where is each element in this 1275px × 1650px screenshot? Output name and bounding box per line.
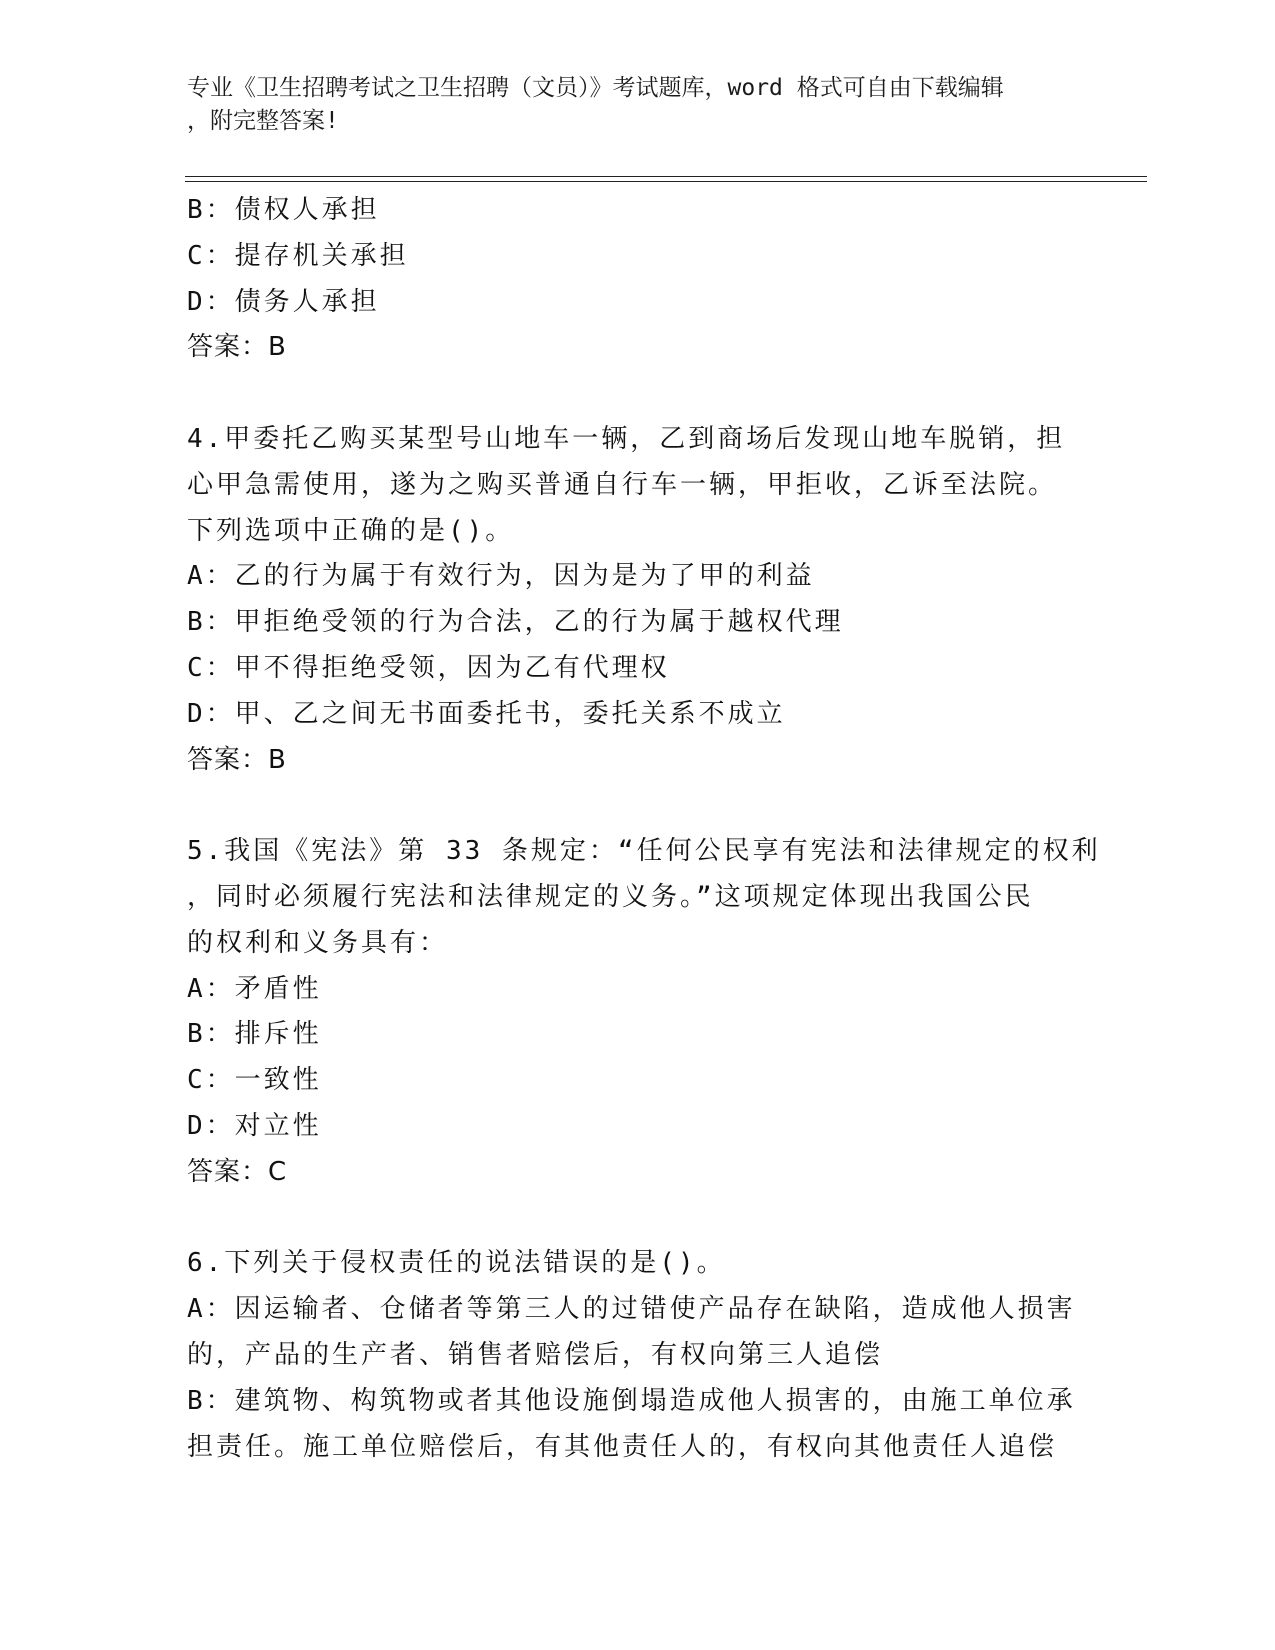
option-a: A：矛盾性 (187, 973, 322, 1004)
question-stem-line: ，同时必须履行宪法和法律规定的义务。”这项规定体现出我国公民 (187, 881, 1034, 912)
question-stem-line: 5.我国《宪法》第 33 条规定：“任何公民享有宪法和法律规定的权利 (187, 836, 1101, 867)
header-divider-top (185, 176, 1147, 177)
option-b: B：甲拒绝受领的行为合法，乙的行为属于越权代理 (187, 607, 844, 638)
spacer (187, 1196, 1147, 1242)
option-a-continued: 的，产品的生产者、销售者赔偿后，有权向第三人追偿 (187, 1339, 884, 1370)
answer-line: 答案：C (187, 1156, 288, 1187)
question-stem-line: 4.甲委托乙购买某型号山地车一辆，乙到商场后发现山地车脱销，担 (187, 423, 1066, 454)
option-d: D：对立性 (187, 1110, 322, 1141)
option-c: C：甲不得拒绝受领，因为乙有代理权 (187, 652, 670, 683)
spacer (187, 371, 1147, 417)
option-b-continued: 担责任。施工单位赔偿后，有其他责任人的，有权向其他责任人追偿 (187, 1431, 1058, 1462)
question-stem-line: 6.下列关于侵权责任的说法错误的是()。 (187, 1248, 726, 1279)
question-stem-line: 心甲急需使用，遂为之购买普通自行车一辆，甲拒收，乙诉至法院。 (187, 469, 1058, 500)
answer-line: 答案：B (187, 332, 287, 363)
option-a: A：因运输者、仓储者等第三人的过错使产品存在缺陷，造成他人损害 (187, 1294, 1076, 1325)
page-header (187, 72, 1077, 138)
spacer (187, 783, 1147, 829)
header-title-line-1: 专业《卫生招聘考试之卫生招聘（文员）》考试题库，word 格式可自由下载编辑 (187, 75, 1004, 101)
option-a: A：乙的行为属于有效行为，因为是为了甲的利益 (187, 561, 815, 592)
option-d: D：债务人承担 (187, 286, 380, 317)
option-c: C：一致性 (187, 1065, 322, 1096)
header-divider-bottom (185, 181, 1147, 182)
question-3 (187, 188, 1147, 371)
option-b: B：建筑物、构筑物或者其他设施倒塌造成他人损害的，由施工单位承 (187, 1385, 1076, 1416)
question-stem-line: 下列选项中正确的是()。 (187, 515, 515, 546)
question-6 (187, 1241, 1147, 1470)
option-c: C：提存机关承担 (187, 240, 409, 271)
header-title-line-2: ，附完整答案! (187, 108, 339, 134)
option-b: B：债权人承担 (187, 195, 380, 225)
option-d: D：甲、乙之间无书面委托书，委托关系不成立 (187, 698, 786, 729)
question-content (187, 188, 1147, 1470)
question-4 (187, 417, 1147, 783)
option-b: B：排斥性 (187, 1019, 322, 1050)
answer-line: 答案：B (187, 744, 287, 775)
question-stem-line: 的权利和义务具有： (187, 927, 449, 958)
question-5 (187, 829, 1147, 1195)
